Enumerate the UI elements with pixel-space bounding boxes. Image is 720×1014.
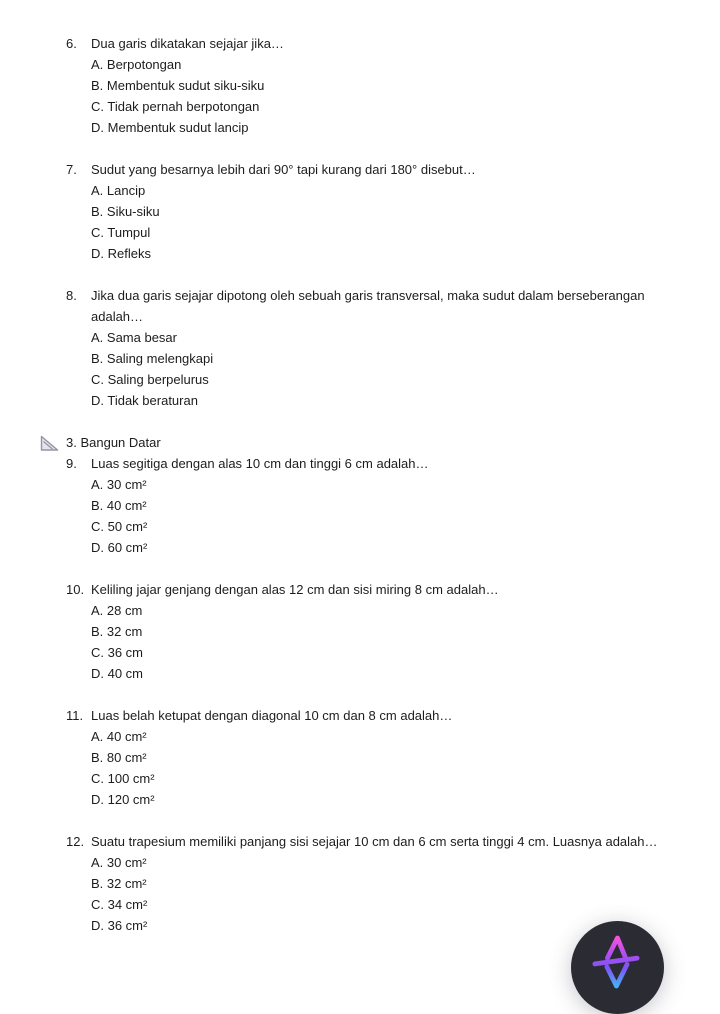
question-number: 11.	[66, 708, 84, 723]
question-block	[66, 579, 666, 684]
option-item: D. Membentuk sudut lancip	[91, 120, 249, 135]
question-number: 12.	[66, 834, 85, 849]
option-item: B. 40 cm²	[91, 498, 147, 513]
option-item: A. 40 cm²	[91, 729, 147, 744]
option-item: C. 34 cm²	[91, 897, 148, 912]
question-number: 7.	[66, 162, 77, 177]
question-body	[91, 705, 666, 810]
ai-assistant-button[interactable]	[571, 921, 664, 1014]
question-text: Dua garis dikatakan sejajar jika…	[91, 36, 284, 51]
question-number: 6.	[66, 36, 77, 51]
option-item: C. Saling berpelurus	[91, 372, 209, 387]
option-item: A. Berpotongan	[91, 57, 182, 72]
option-item: B. 32 cm²	[91, 876, 147, 891]
question-block	[66, 705, 666, 810]
section-label: 3. Bangun Datar	[66, 435, 161, 450]
question-block	[66, 285, 666, 411]
question-text: Sudut yang besarnya lebih dari 90° tapi kurang dari 180° disebut…	[91, 162, 476, 177]
option-item: B. 32 cm	[91, 624, 143, 639]
option-item: B. 80 cm²	[91, 750, 147, 765]
option-item: A. 30 cm²	[91, 477, 147, 492]
question-block	[66, 159, 666, 264]
question-body	[91, 831, 666, 936]
worksheet-page	[66, 33, 666, 957]
option-item: C. 50 cm²	[91, 519, 148, 534]
question-body	[91, 453, 666, 558]
option-item: D. 40 cm	[91, 666, 144, 681]
option-item: C. 36 cm	[91, 645, 144, 660]
question-text: Suatu trapesium memiliki panjang sisi sejajar 10 cm dan 6 cm serta tinggi 4 cm. Luasnya adalah…	[91, 834, 658, 849]
question-body	[91, 33, 666, 138]
question-body	[91, 285, 666, 411]
question-text: Jika dua garis sejajar dipotong oleh sebuah garis transversal, maka sudut dalam berseberangan adalah…	[91, 288, 645, 324]
option-item: D. 36 cm²	[91, 918, 148, 933]
option-item: C. 100 cm²	[91, 771, 155, 786]
option-item: A. 30 cm²	[91, 855, 147, 870]
option-item: A. Lancip	[91, 183, 146, 198]
option-item: C. Tumpul	[91, 225, 151, 240]
question-block	[66, 831, 666, 936]
question-number: 9.	[66, 456, 77, 471]
option-item: D. 120 cm²	[91, 792, 155, 807]
question-body	[91, 159, 666, 264]
question-body	[91, 579, 666, 684]
question-number: 10.	[66, 582, 85, 597]
ai-sparkle-icon	[592, 934, 640, 990]
option-item: B. Siku-siku	[91, 204, 160, 219]
question-block	[66, 453, 666, 558]
option-item: D. 60 cm²	[91, 540, 148, 555]
option-item: D. Refleks	[91, 246, 151, 261]
question-text: Keliling jajar genjang dengan alas 12 cm dan sisi miring 8 cm adalah…	[91, 582, 499, 597]
option-item: B. Membentuk sudut siku-siku	[91, 78, 265, 93]
question-text: Luas belah ketupat dengan diagonal 10 cm dan 8 cm adalah…	[91, 708, 453, 723]
section-header	[66, 432, 666, 453]
triangle-ruler-icon	[40, 435, 59, 452]
question-number: 8.	[66, 288, 77, 303]
question-text: Luas segitiga dengan alas 10 cm dan tinggi 6 cm adalah…	[91, 456, 429, 471]
option-item: D. Tidak beraturan	[91, 393, 198, 408]
option-item: C. Tidak pernah berpotongan	[91, 99, 260, 114]
option-item: A. 28 cm	[91, 603, 143, 618]
option-item: A. Sama besar	[91, 330, 177, 345]
question-block	[66, 33, 666, 138]
option-item: B. Saling melengkapi	[91, 351, 214, 366]
